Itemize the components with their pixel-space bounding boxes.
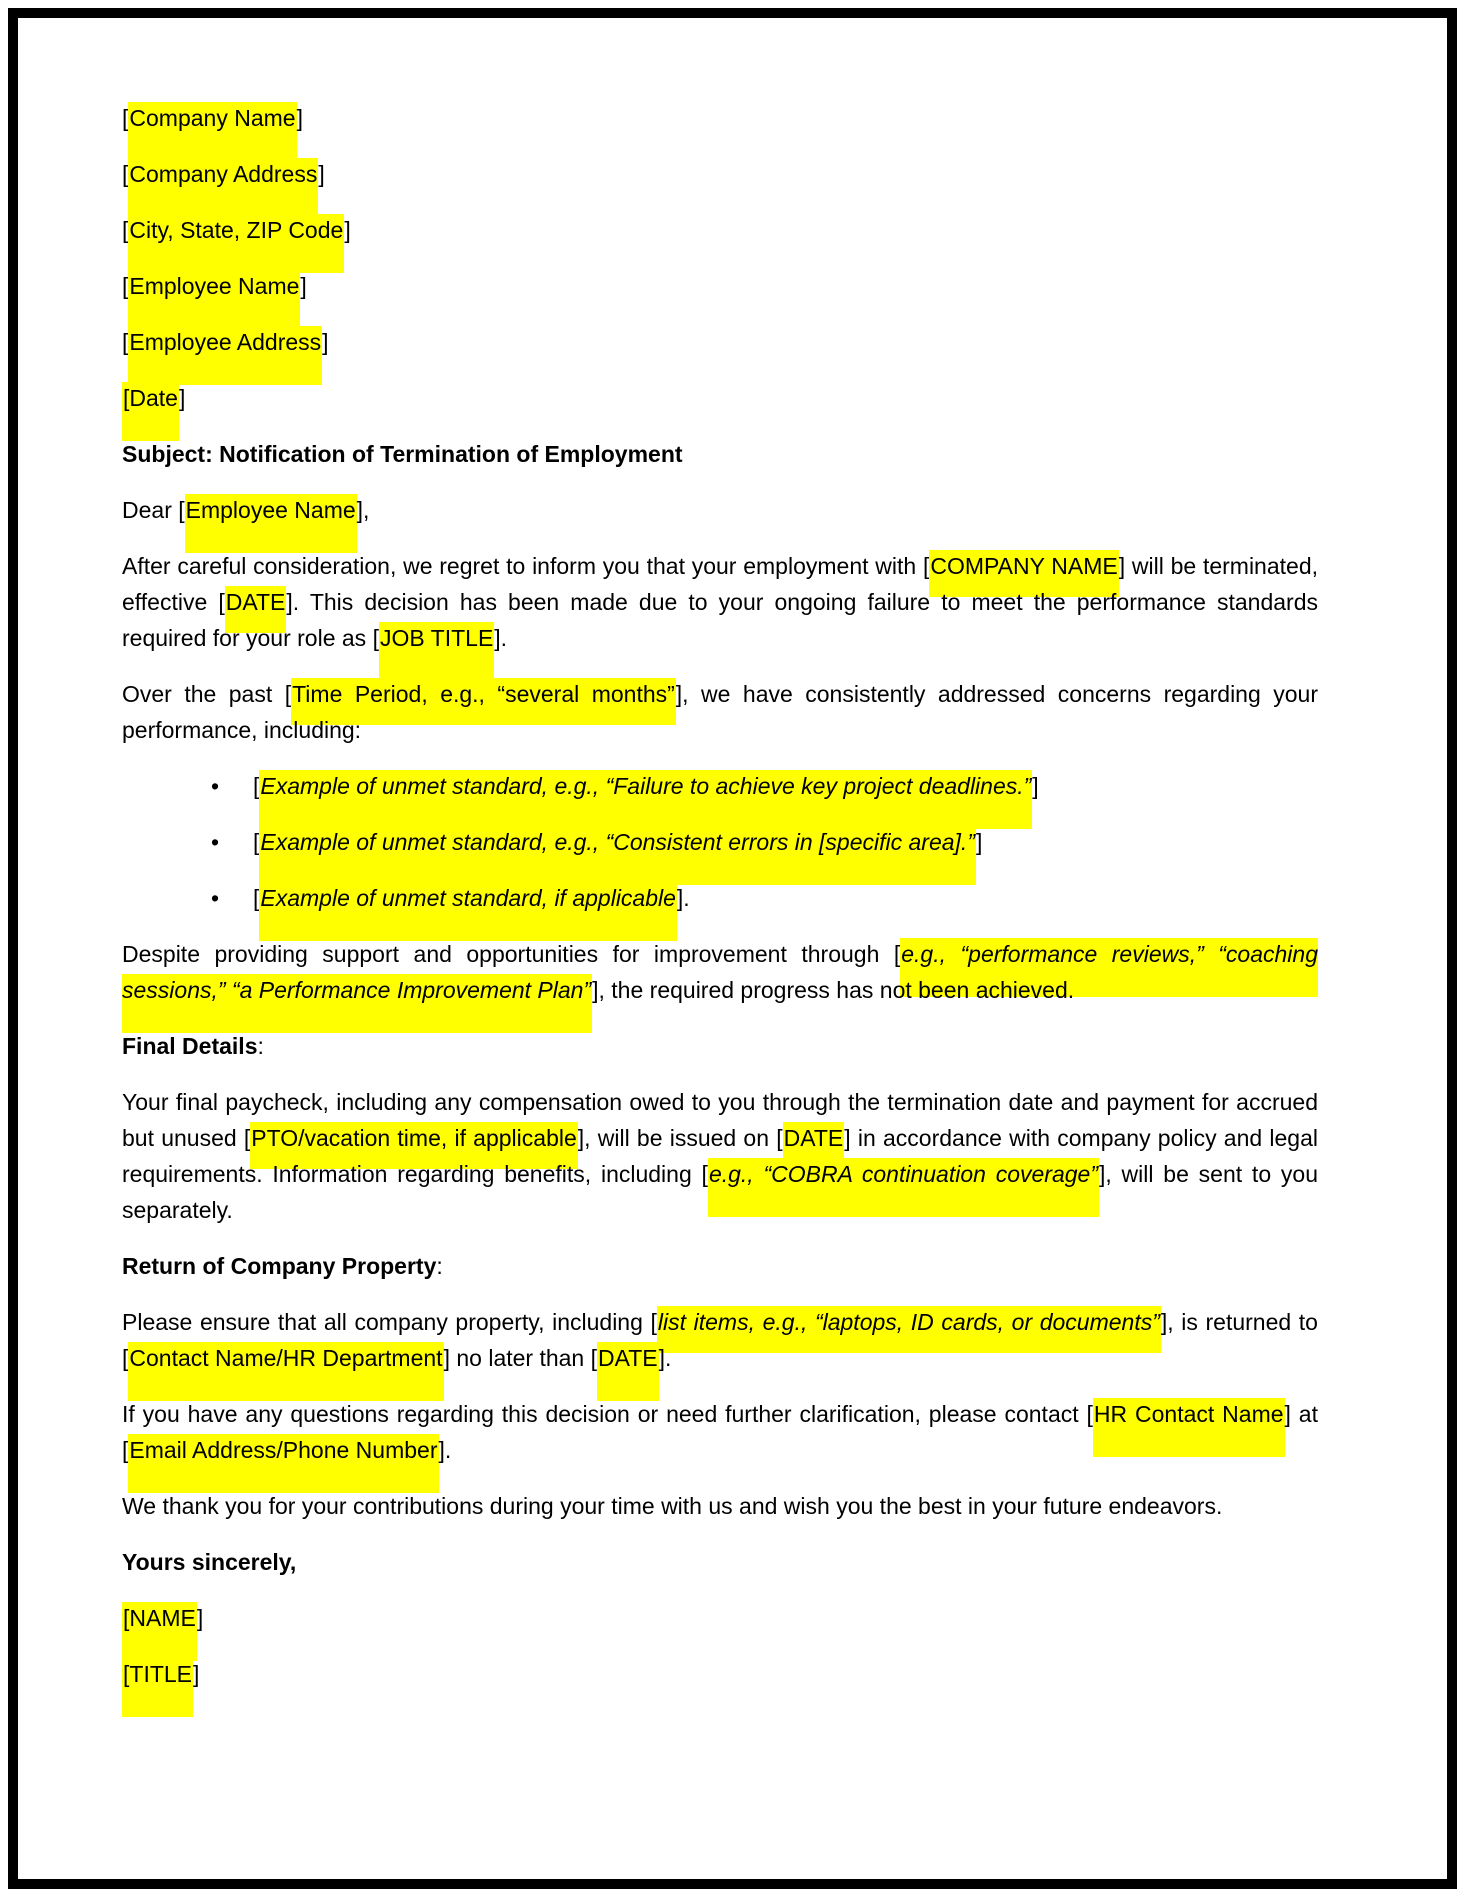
signature-name-line: [122, 1600, 1318, 1636]
text-run: After careful consideration, we regret to inform you that your employment with [: [122, 553, 930, 579]
placeholder-time-period: Time Period, e.g., “several months”: [291, 678, 676, 725]
placeholder-unmet-standard-1: Example of unmet standard, e.g., “Failure to achieve key project deadlines.”: [259, 770, 1032, 829]
text-run: Please ensure that all company property, including [: [122, 1309, 657, 1335]
signature-title-line: [122, 1656, 1318, 1692]
text-run: ].: [438, 1437, 452, 1463]
address-line-city-state-zip: [122, 212, 1318, 248]
address-line-employee-address: [122, 324, 1318, 360]
text-run: :: [436, 1253, 443, 1279]
text-run: [: [253, 773, 260, 799]
placeholder-employee-name-salutation: Employee Name: [185, 494, 357, 553]
text-run: ]: [1032, 773, 1039, 799]
list-item: [211, 880, 1318, 916]
text-run: ].: [658, 1345, 672, 1371]
paragraph-thanks: We thank you for your contributions during your time with us and wish you the best in your future endeavors.: [122, 1493, 1223, 1519]
text-run: [: [253, 829, 260, 855]
placeholder-pto-vacation: PTO/vacation time, if applicable: [250, 1122, 578, 1169]
text-run: ]: [296, 105, 303, 131]
placeholder-job-title: JOB TITLE: [379, 622, 494, 681]
text-run: ] no later than [: [443, 1345, 598, 1371]
placeholder-return-date: DATE: [597, 1342, 659, 1401]
heading-text: Return of Company Property: [122, 1253, 437, 1279]
text-run: ]: [318, 161, 325, 187]
address-line-employee-name: [122, 268, 1318, 304]
text-run: ]: [193, 1661, 200, 1687]
text-run: [: [122, 273, 129, 299]
placeholder-unmet-standard-3: Example of unmet standard, if applicable: [259, 882, 677, 941]
text-run: ]: [300, 273, 307, 299]
placeholder-hr-contact-name: HR Contact Name: [1093, 1398, 1285, 1457]
placeholder-signer-title: [TITLE: [122, 1658, 193, 1717]
text-run: [: [122, 329, 129, 355]
placeholder-termination-date: DATE: [225, 586, 287, 633]
text-run: ].: [494, 625, 508, 651]
paragraph-return-property: [122, 1304, 1318, 1376]
letter-content: [122, 100, 1318, 1712]
text-run: Your final paycheck, including any compensation owed to you through the termination date and payment for accrued but unused [: [122, 1089, 1318, 1151]
closing-line: Yours sincerely,: [122, 1549, 297, 1575]
text-run: ], is returned to [: [122, 1309, 1318, 1371]
text-run: ] will be terminated, effective [: [122, 553, 1319, 615]
text-run: ]: [322, 329, 329, 355]
text-run: If you have any questions regarding this decision or need further clarification, please contact [: [122, 1401, 1093, 1427]
text-run: ], the required progress has not been achieved.: [592, 977, 1075, 1003]
placeholder-employee-name: Employee Name: [128, 270, 300, 329]
bullet-icon: •: [211, 885, 220, 911]
text-run: ] in accordance with company policy and legal requirements. Information regarding benefits, including [: [122, 1125, 1318, 1187]
placeholder-company-name-caps: COMPANY NAME: [929, 550, 1118, 597]
placeholder-email-phone: Email Address/Phone Number: [128, 1434, 438, 1493]
paragraph-questions: [122, 1396, 1318, 1468]
text-run: [: [122, 217, 129, 243]
paragraph-despite-support: [122, 936, 1318, 1008]
address-line-company-address: [122, 156, 1318, 192]
text-run: ]: [344, 217, 351, 243]
paragraph-time-period: [122, 676, 1318, 748]
text-run: ].: [676, 885, 690, 911]
unmet-standards-list: [122, 768, 1318, 916]
text-run: ] at [: [122, 1401, 1318, 1463]
text-run: [: [122, 105, 129, 131]
address-line-company-name: [122, 100, 1318, 136]
list-item: [211, 768, 1318, 804]
subject-line: Subject: Notification of Termination of Employment: [122, 441, 683, 467]
salutation: [122, 492, 1318, 528]
bullet-icon: •: [211, 829, 220, 855]
heading-text: Final Details: [122, 1033, 258, 1059]
text-run: Dear [: [122, 497, 185, 523]
placeholder-company-address: Company Address: [128, 158, 318, 217]
text-run: ]. This decision has been made due to your ongoing failure to meet the performance standards required for your role as [: [122, 589, 1318, 651]
heading-return-property: [122, 1248, 1318, 1284]
text-run: Despite providing support and opportunities for improvement through [: [122, 941, 901, 967]
text-run: Over the past [: [122, 681, 292, 707]
placeholder-city-state-zip: City, State, ZIP Code: [128, 214, 344, 273]
placeholder-improvement-examples: e.g., “performance reviews,” “coaching sessions,” “a Performance Improvement Plan”: [122, 938, 1318, 1033]
address-line-date: [122, 380, 1318, 416]
text-run: [: [122, 161, 129, 187]
text-run: ]: [178, 385, 186, 411]
text-run: [: [253, 885, 260, 911]
text-run: :: [257, 1033, 264, 1059]
placeholder-contact-hr: Contact Name/HR Department: [128, 1342, 443, 1401]
placeholder-paycheck-date: DATE: [783, 1122, 845, 1169]
text-run: ]: [196, 1605, 204, 1631]
placeholder-benefits-example: e.g., “COBRA continuation coverage”: [708, 1158, 1099, 1217]
placeholder-employee-address: Employee Address: [128, 326, 322, 385]
text-run: ],: [356, 497, 370, 523]
placeholder-date: [Date: [122, 382, 179, 441]
paragraph-final-paycheck: [122, 1084, 1318, 1228]
text-run: ], will be issued on [: [577, 1125, 783, 1151]
text-run: ]: [976, 829, 983, 855]
paragraph-intro: [122, 548, 1318, 656]
placeholder-company-name: Company Name: [128, 102, 296, 161]
heading-final-details: [122, 1028, 1318, 1064]
bullet-icon: •: [211, 773, 220, 799]
text-run: ], will be sent to you separately.: [122, 1161, 1318, 1223]
list-item: [211, 824, 1318, 860]
placeholder-unmet-standard-2: Example of unmet standard, e.g., “Consistent errors in [specific area].”: [259, 826, 976, 885]
placeholder-signer-name: [NAME: [122, 1602, 197, 1661]
placeholder-property-list: list items, e.g., “laptops, ID cards, or documents”: [657, 1306, 1161, 1353]
text-run: ], we have consistently addressed concerns regarding your performance, including:: [122, 681, 1318, 743]
